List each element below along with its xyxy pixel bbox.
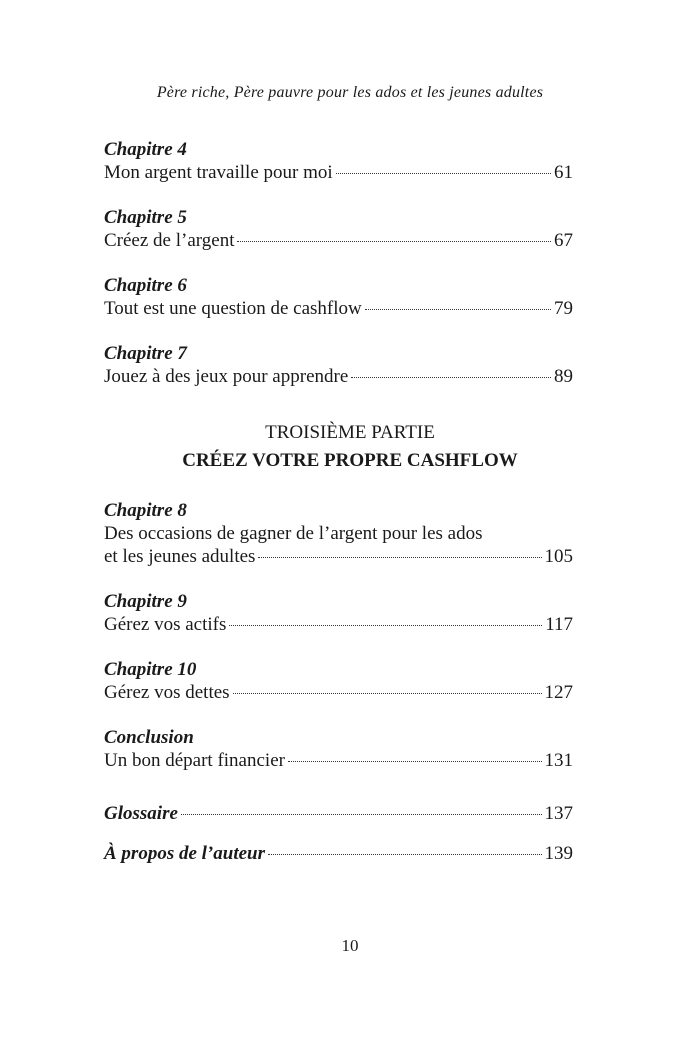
chapter-label: Conclusion [104,727,194,748]
part-number: TROISIÈME PARTIE [265,422,435,443]
toc-row[interactable] [104,545,573,568]
toc-entry-chapter-8 [104,499,573,568]
page-number: 131 [544,750,573,771]
chapter-label: Chapitre 9 [104,591,187,612]
toc-entry-chapter-7 [104,342,573,388]
toc-row[interactable] [104,749,573,772]
toc-entry-about-author [104,842,573,865]
chapter-title: Tout est une question de cashflow [104,298,362,319]
chapter-label: Chapitre 8 [104,500,187,521]
dot-leader [229,625,542,626]
chapter-title: Jouez à des jeux pour apprendre [104,366,349,387]
chapter-label: Chapitre 10 [104,659,197,680]
toc-row[interactable] [104,229,573,252]
toc-row[interactable] [104,842,573,865]
toc-row[interactable] [104,297,573,320]
back-matter-title: À propos de l’auteur [104,843,265,864]
toc-entry-chapter-4 [104,138,573,184]
dot-leader [336,173,551,174]
page-folio: 10 [341,936,359,955]
toc-row[interactable] [104,802,573,825]
dot-leader [351,377,551,378]
page-number: 79 [554,298,573,319]
chapter-label: Chapitre 5 [104,207,187,228]
chapter-title: Créez de l’argent [104,230,235,251]
chapter-title: Un bon départ financier [104,750,285,771]
table-of-contents [104,138,573,865]
toc-row[interactable] [104,365,573,388]
toc-entry-chapter-10 [104,658,573,704]
page-number: 127 [544,682,573,703]
back-matter-title: Glossaire [104,803,178,824]
toc-entry-glossary [104,802,573,825]
dot-leader [288,761,542,762]
page-number: 61 [554,162,573,183]
page-number: 67 [554,230,573,251]
page-number: 139 [544,843,573,864]
dot-leader [181,814,542,815]
page-number: 89 [554,366,573,387]
part-title: CRÉEZ VOTRE PROPRE CASHFLOW [182,450,518,471]
dot-leader [365,309,551,310]
dot-leader [237,241,551,242]
part-heading [0,420,700,473]
dot-leader [258,557,541,558]
page-number: 117 [545,614,573,635]
toc-entry-chapter-6 [104,274,573,320]
page-number: 105 [544,546,573,567]
toc-entry-chapter-9 [104,590,573,636]
toc-row[interactable] [104,613,573,636]
running-header: Père riche, Père pauvre pour les ados et les jeunes adultes [156,84,544,101]
page-number: 137 [544,803,573,824]
chapter-title: Gérez vos actifs [104,614,227,635]
toc-entry-chapter-5 [104,206,573,252]
chapter-label: Chapitre 4 [104,139,187,160]
toc-entry-conclusion [104,726,573,772]
chapter-title-line-2: et les jeunes adultes [104,546,256,567]
dot-leader [268,854,542,855]
chapter-label: Chapitre 6 [104,275,187,296]
chapter-title: Mon argent travaille pour moi [104,162,333,183]
toc-row[interactable] [104,161,573,184]
toc-row[interactable] [104,681,573,704]
chapter-title-line-1: Des occasions de gagner de l’argent pour les ados [104,523,483,544]
chapter-title: Gérez vos dettes [104,682,230,703]
dot-leader [233,693,542,694]
chapter-label: Chapitre 7 [104,343,187,364]
